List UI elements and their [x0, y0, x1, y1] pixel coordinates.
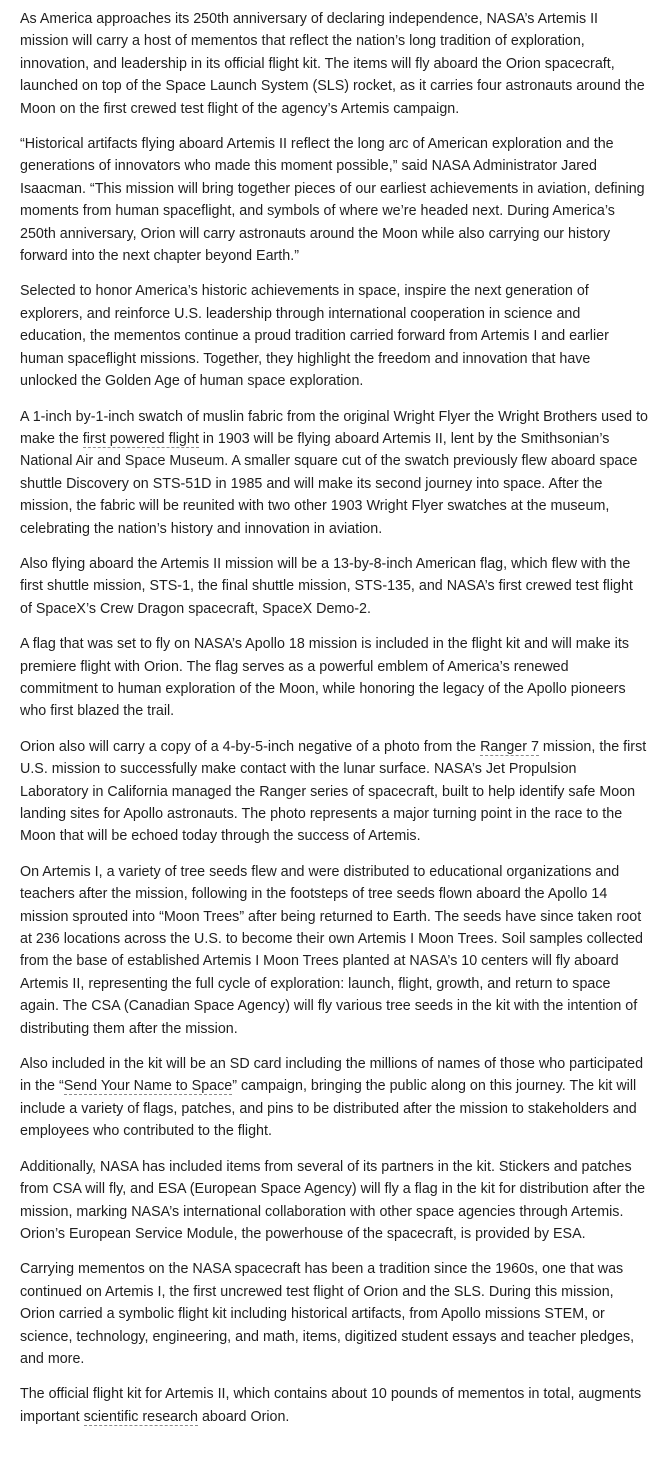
article-paragraph — [20, 1053, 648, 1143]
paragraph-text: Carrying mementos on the NASA spacecraft has been a tradition since the 1960s, one that was continued on Artemis I, the first uncrewed test flight of Orion and the SLS. During this mission, Orion carried a symbolic flight kit including historical artifacts, from Apollo missions STEM, or science, technology, engineering, and math, items, digitized student essays and teacher pledges, and more. — [20, 1261, 635, 1367]
paragraph-text: As America approaches its 250th anniversary of declaring independence, NASA’s Artemis II mission will carry a host of mementos that reflect the nation’s long tradition of exploration, innovation, and leadership in its official flight kit. The items will fly aboard the Orion spacecraft, launched on top of the Space Launch System (SLS) rocket, as it carries four astronauts around the Moon on the first crewed test flight of the agency’s Artemis campaign. — [20, 11, 645, 117]
article-paragraph — [20, 1156, 648, 1246]
link-scientific-research[interactable]: scientific research — [83, 1408, 198, 1425]
article-paragraph — [20, 633, 648, 723]
article-paragraph — [20, 1383, 648, 1428]
link-first-powered-flight[interactable]: first powered flight — [82, 430, 199, 447]
paragraph-text: On Artemis I, a variety of tree seeds flew and were distributed to educational organizations and teachers after the mission, following in the footsteps of tree seeds flown aboard the Apollo 14 mission sprouted into “Moon Trees” after being returned to Earth. The seeds have since taken root at 236 locations across the U.S. to become their own Artemis I Moon Trees. Soil samples collected from the base of established Artemis I Moon Trees planted at NASA’s 10 centers will fly aboard Artemis II, representing the full cycle of exploration: launch, flight, growth, and return to space again. The CSA (Canadian Space Agency) will fly various tree seeds in the kit with the intention of distributing them after the mission. — [20, 863, 644, 1037]
paragraph-text: “Historical artifacts flying aboard Artemis II reflect the long arc of American exploration and the generations of innovators who made this moment possible,” said NASA Administrator Jared Isaacman. “This mission will bring together pieces of our earliest achievements in aviation, defining moments from human spaceflight, and symbols of where we’re headed next. During America’s 250th anniversary, Orion will carry astronauts around the Moon while also carrying our history forward into the next chapter beyond Earth.” — [20, 136, 645, 265]
paragraph-text: ” campaign, bringing the public along on this journey. The kit will include a variety of flags, patches, and pins to be distributed after the mission to stakeholders and employees who contributed to the flight. — [20, 1078, 637, 1140]
article-paragraph — [20, 406, 648, 540]
article-paragraph — [20, 133, 648, 267]
paragraph-text: mission, the first U.S. mission to successfully make contact with the lunar surface. NASA’s Jet Propulsion Laboratory in California managed the Ranger series of spacecraft, built to help identify safe Moon landing sites for Apollo astronauts. The photo represents a major turning point in the race to the Moon that will be echoed today through the success of Artemis. — [20, 738, 647, 845]
article-paragraph — [20, 861, 648, 1040]
article-paragraph — [20, 736, 648, 848]
paragraph-text: Also included in the kit will be an SD card including the millions of names of those who participated in the “ — [20, 1056, 644, 1095]
paragraph-text: A flag that was set to fly on NASA’s Apollo 18 mission is included in the flight kit and will make its premiere flight with Orion. The flag serves as a powerful emblem of America’s renewed commitment to human exploration of the Moon, while honoring the legacy of the Apollo pioneers who first blazed the trail. — [20, 636, 629, 720]
paragraph-text: Selected to honor America’s historic achievements in space, inspire the next generation of explorers, and reinforce U.S. leadership through international cooperation in science and education, the mementos continue a proud tradition carried forward from Artemis I and earlier human spaceflight missions. Together, they highlight the freedom and innovation that have unlocked the Golden Age of human space exploration. — [20, 283, 609, 390]
paragraph-text: Also flying aboard the Artemis II mission will be a 13-by-8-inch American flag, which flew with the first shuttle mission, STS-1, the final shuttle mission, STS-135, and NASA’s first crewed test flight of SpaceX’s Crew Dragon spacecraft, SpaceX Demo-2. — [20, 555, 633, 617]
article-paragraph — [20, 8, 648, 120]
paragraph-text: in 1903 will be flying aboard Artemis II, lent by the Smithsonian’s National Air and Space Museum. A smaller square cut of the swatch previously flew aboard space shuttle Discovery on STS-51D in 1985 and will make its second journey into space. After the mission, the fabric will be reunited with two other 1903 Wright Flyer swatches at the museum, celebrating the nation’s history and innovation in aviation. — [20, 430, 638, 537]
paragraph-text: aboard Orion. — [198, 1408, 290, 1425]
article-paragraph — [20, 1258, 648, 1370]
paragraph-text: Orion also will carry a copy of a 4-by-5-inch negative of a photo from the — [20, 738, 481, 755]
article-paragraph — [20, 280, 648, 392]
article-paragraph — [20, 553, 648, 620]
paragraph-text: Additionally, NASA has included items from several of its partners in the kit. Stickers and patches from CSA will fly, and ESA (European Space Agency) will fly a flag in the kit for distribution after the mission, marking NASA’s international collaboration with other space agencies through Artemis. Orion’s European Service Module, the powerhouse of the spacecraft, is provided by ESA. — [20, 1158, 646, 1242]
link-send-your-name-to-space[interactable]: Send Your Name to Space — [63, 1078, 233, 1095]
link-ranger-7[interactable]: Ranger 7 — [480, 738, 539, 755]
paragraph-text: The official flight kit for Artemis II, which contains about 10 pounds of mementos in total, augments important — [20, 1386, 642, 1425]
paragraph-text: A 1-inch by-1-inch swatch of muslin fabric from the original Wright Flyer the Wright Brothers used to make the — [20, 408, 648, 447]
